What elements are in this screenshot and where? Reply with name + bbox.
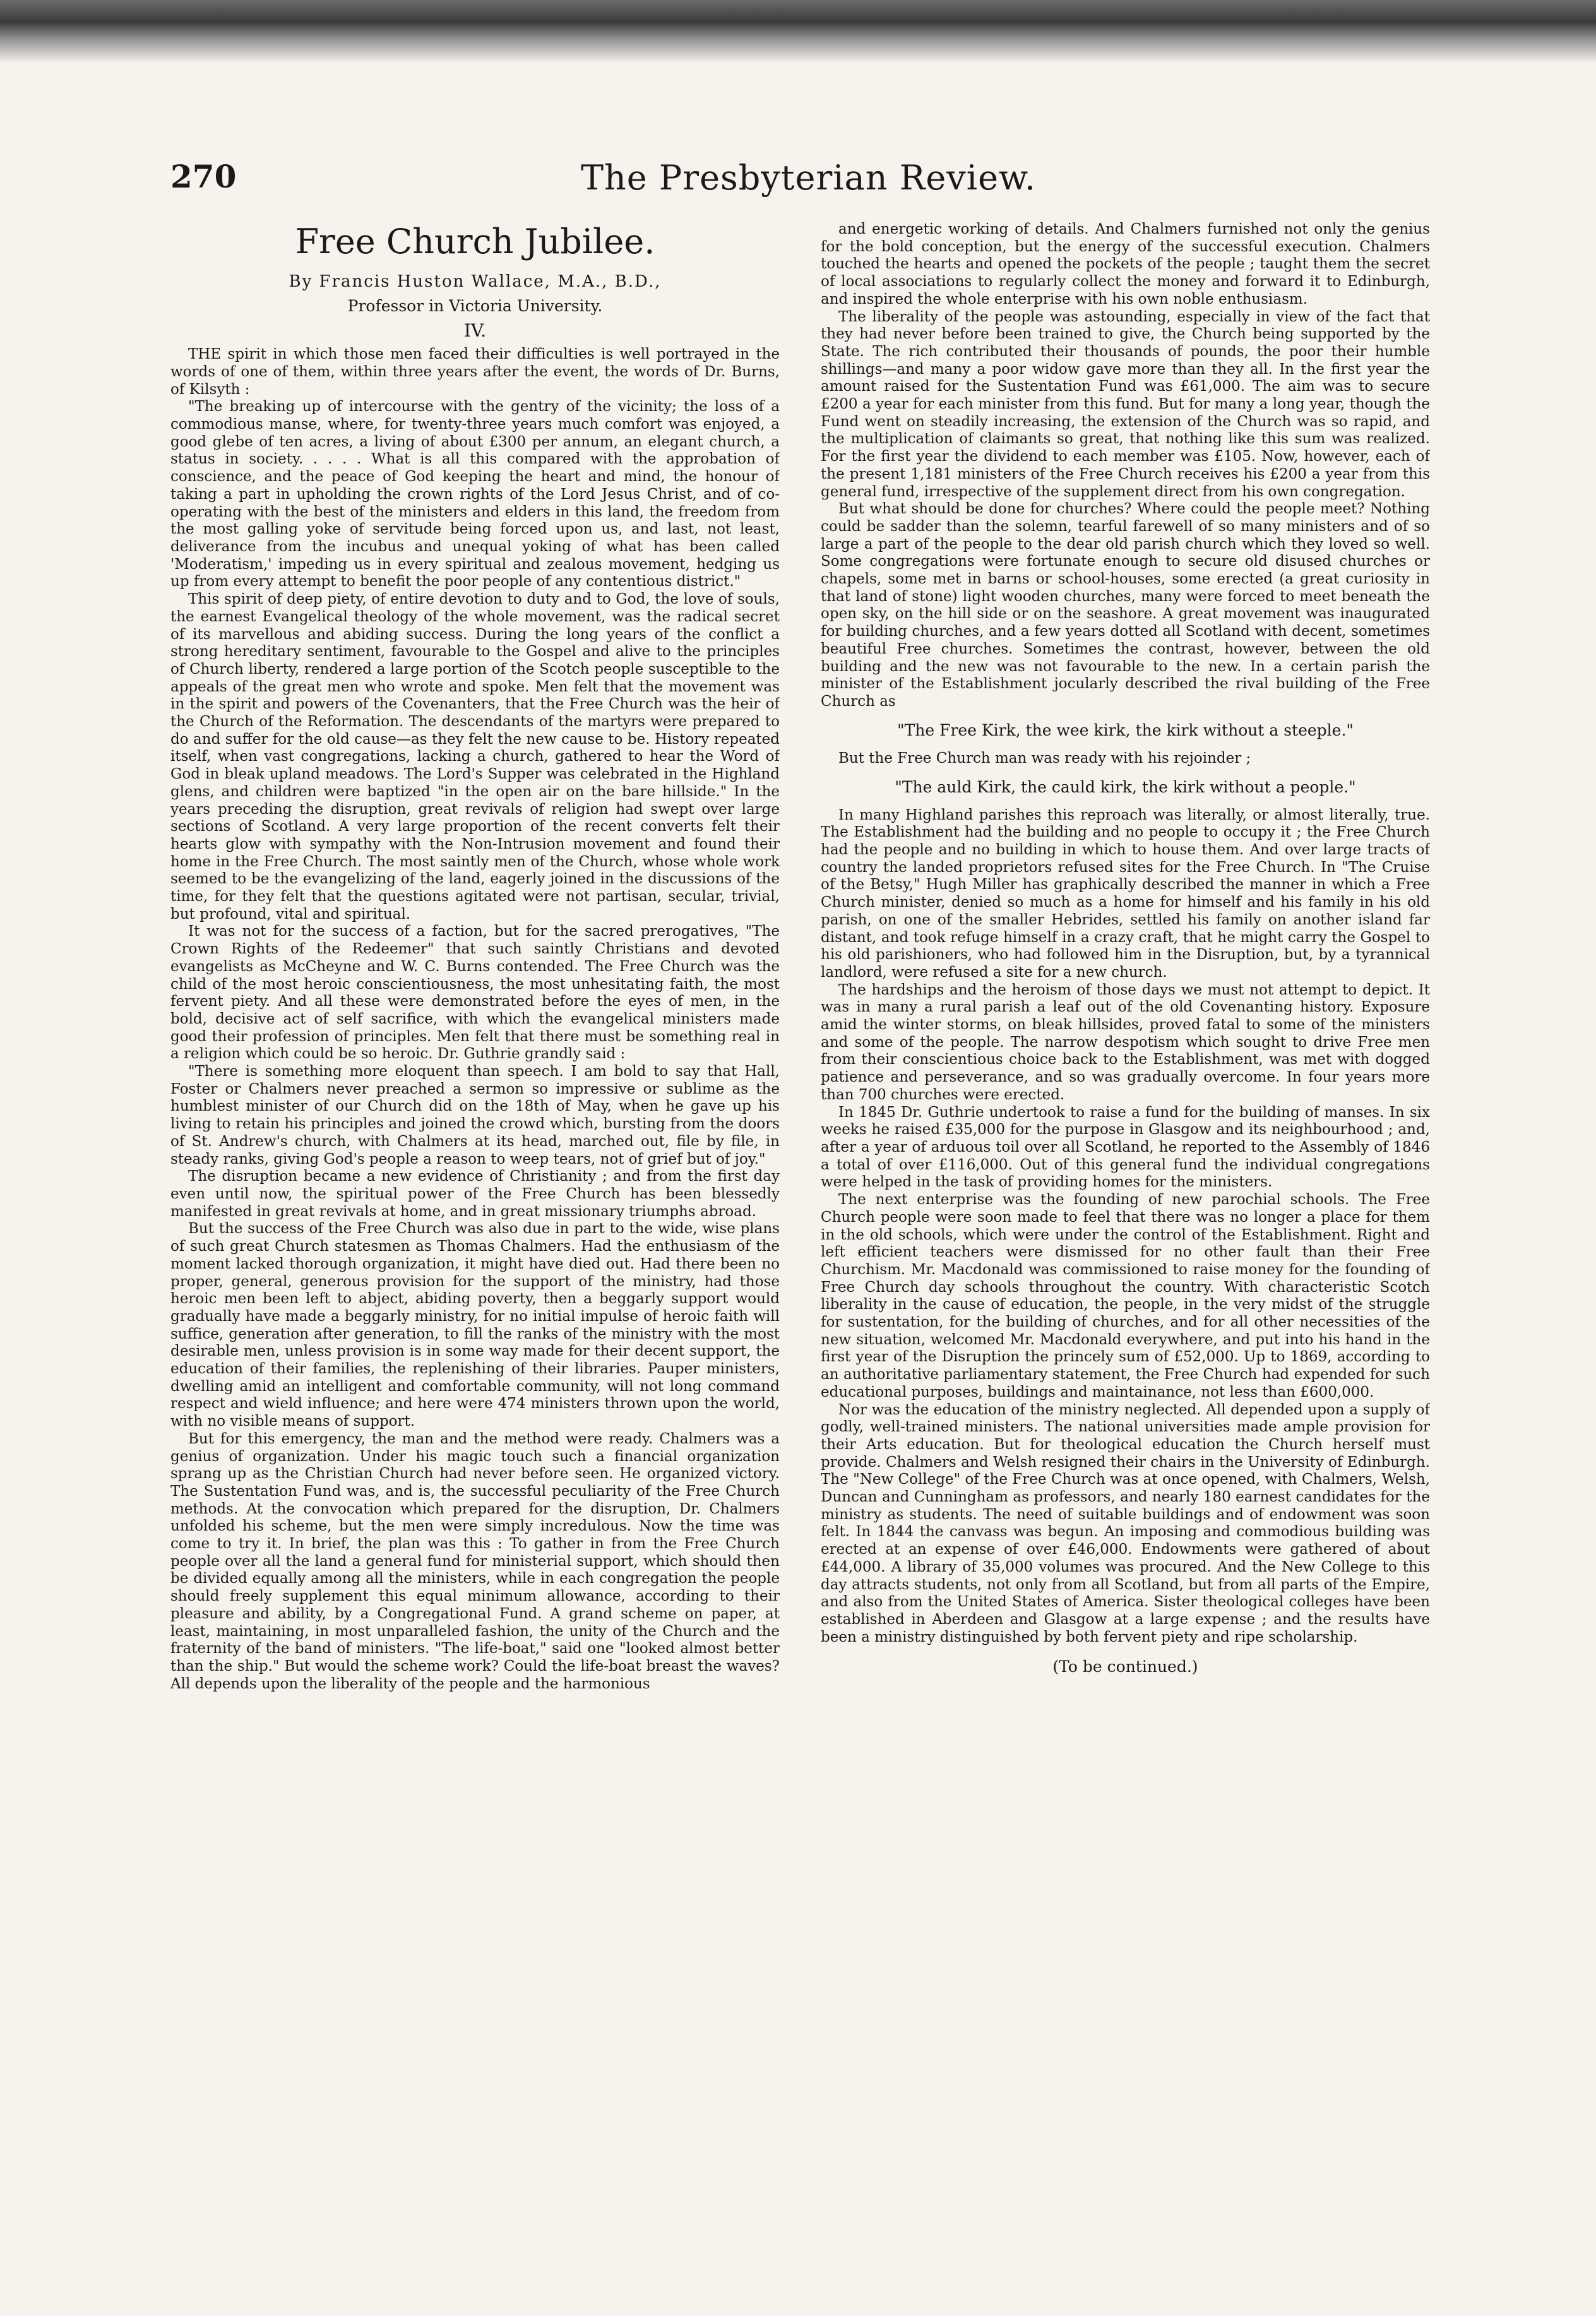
paragraph: The disruption became a new evidence of Christianity ; and from the first day even until now, the spiritual power of the Free Church has been blessedly manifested in great revivals at home, and in great missionary triumphs abroad.: [170, 1168, 780, 1220]
verse-line: "The auld Kirk, the cauld kirk, the kirk without a people.": [895, 777, 1356, 796]
paragraph: "There is something more eloquent than speech. I am bold to say that Hall, Foster or Chalmers never preached a sermon so impressive or sublime as the humblest minister of our Church did on the 18th of May, when he gave up his living to retain his principles and joined the crowd which, bursting from the doors of St. Andrew's church, with Chalmers at its head, marched out, file by file, in steady ranks, giving God's people a reason to weep tears, not of grief but of joy.": [170, 1063, 780, 1167]
paragraph: The hardships and the heroism of those days we must not attempt to depict. It was in many a rural parish a leaf out of the old Covenanting history. Exposure amid the winter storms, on bleak hillsides, proved fatal to some of the ministers and some of the people. The narrow despotism which sought to drive Free men from their conscientious choice back to the Establishment, was met with dogged patience and perseverance, and so was gradually overcome. In four years more than 700 churches were erected.: [821, 981, 1430, 1103]
right-column: [821, 221, 1430, 2279]
paragraph: The liberality of the people was astounding, especially in view of the fact that they had never before been trained to give, the Church being supported by the State. The rich contributed their thousands of pounds, the poor their humble shillings—and many a poor widow gave more than they all. In the first year the amount raised for the Sustentation Fund was £61,000. The aim was to secure £200 a year for each minister from this fund. But for many a long year, though the Fund went on steadily increasing, the extension of the Church was so rapid, and the multiplication of claimants so great, that nothing like this sum was realized. For the first year the dividend to each member was £105. Now, however, each of the present 1,181 ministers of the Free Church receives his £200 a year from this general fund, irrespective of the supplement direct from his own congregation.: [821, 308, 1430, 500]
article-byline: By Francis Huston Wallace, M.A., B.D.,: [289, 272, 662, 292]
paragraph: It was not for the success of a faction, but for the sacred prerogatives, "The Crown Rights of the Redeemer" that such saintly Christians and devoted evangelists as McCheyne and W. C. Burns contended. The Free Church was the child of the most heroic conscientiousness, the most unhesitating faith, the most fervent piety. And all these were demonstrated before the eyes of men, in the bold, decisive act of self sacrifice, with which the evangelical ministers made good their profession of principles. Men felt that there must be something real in a religion which could be so heroic. Dr. Guthrie grandly said :: [170, 923, 780, 1063]
verse-line: "The Free Kirk, the wee kirk, the kirk without a steeple.": [897, 720, 1354, 739]
left-column: [170, 221, 780, 2279]
paragraph: But for this emergency, the man and the method were ready. Chalmers was a genius of organization. Under his magic touch such a financial organization sprang up as the Christian Church had never before seen. He organized victory. The Sustentation Fund was, and is, the successful peculiarity of the Free Church methods. At the convocation which prepared for the disruption, Dr. Chalmers unfolded his scheme, but the men were simply incredulous. Now the time was come to try it. In brief, the plan was this : To gather in from the Free Church people over all the land a general fund for ministerial support, which should then be divided equally among all the ministers, while in each congregation the people should freely supplement this equal minimum allowance, according to their pleasure and ability, by a Congregational Fund. A grand scheme on paper, at least, maintaining, in most unparalleled fashion, the unity of the Church and the fraternity of the band of ministers. "The life-boat," said one "looked almost better than the ship." But would the scheme work? Could the life-boat breast the waves? All depends upon the liberality of the people and the harmonious: [170, 1430, 780, 1692]
paragraph: But what should be done for churches? Where could the people meet? Nothing could be sadder than the solemn, tearful farewell of so many ministers and of so large a part of the people to the dear old parish church which they loved so well. Some congregations were fortunate enough to secure old disused churches or chapels, some met in barns or school-houses, some erected (a great curiosity in that land of stone) light wooden churches, many were forced to meet beneath the open sky, on the hill side or on the seashore. A great movement was inaugurated for building churches, and a few years dotted all Scotland with decent, sometimes beautiful Free churches. Sometimes the contrast, however, between the old building and the new was not favourable to the new. In a certain parish the minister of the Establishment jocularly described the rival building of the Free Church as: [821, 501, 1430, 710]
paragraph: But the success of the Free Church was also due in part to the wide, wise plans of such great Church statesmen as Thomas Chalmers. Had the enthusiasm of the moment lacked thorough organization, it might have died out. Had there been no proper, general, generous provision for the support of the ministry, had those heroic men been left to abject, abiding poverty, then a beggarly support would gradually have made a beggarly ministry, for no initial impulse of heroic faith will suffice, generation after generation, to fill the ranks of the ministry with the most desirable men, unless provision is in some way made for their decent support, the education of their families, the replenishing of their libraries. Pauper ministers, dwelling amid an intelligent and comfortable community, will not long command respect and wield influence; and here were 474 ministers thrown upon the world, with no visible means of support.: [170, 1221, 780, 1430]
paragraph: "The breaking up of intercourse with the gentry of the vicinity; the loss of a commodious manse, where, for twenty-three years much comfort was enjoyed, a good glebe of ten acres, a living of about £300 per annum, an elegant church, a status in society. . . . . What is all this compared with the approbation of conscience, and the peace of God keeping the heart and mind, the honour of taking a part in upholding the crown rights of the Lord Jesus Christ, and of co-operating with the best of the ministers and elders in this land, the freedom from the most galling yoke of servitude being forced upon us, and last, not least, deliverance from the incubus and unequal yoking of what has been called 'Moderatism,' impeding us in every spiritual and zealous movement, hedging us up from every attempt to benefit the poor people of any contentious district.": [170, 398, 780, 590]
paragraph: and energetic working of details. And Chalmers furnished not only the genius for the bold conception, but the energy of the successful execution. Chalmers touched the hearts and opened the pockets of the people ; taught them the secret of local associations to regularly collect the money and forward it to Edinburgh, and inspired the whole enterprise with his own noble enthusiasm.: [821, 221, 1430, 307]
author-affiliation: Professor in Victoria University.: [347, 297, 603, 316]
paragraph: The next enterprise was the founding of new parochial schools. The Free Church people were soon made to feel that there was no longer a place for them in the old schools, which were under the control of the Establishment. Right and left efficient teachers were dismissed for no other fault than their Free Churchism. Mr. Macdonald was commissioned to raise money for the founding of Free Church day schools throughout the country. With characteristic Scotch liberality in the cause of education, the people, in the very midst of the struggle for sustentation, for the building of churches, and for all other necessities of the new situation, welcomed Mr. Macdonald everywhere, and put into his hand in the first year of the Disruption the princely sum of £52,000. Up to 1869, according to an authoritative parliamentary statement, the Free Church had expended for such educational purposes, buildings and maintainance, not less than £600,000.: [821, 1191, 1430, 1400]
page-header: [170, 158, 1067, 208]
paragraph: Nor was the education of the ministry neglected. All depended upon a supply of godly, well-trained ministers. The national universities made ample provision for their Arts education. But for theological education the Church herself must provide. Chalmers and Welsh resigned their chairs in the University of Edinburgh. The "New College" of the Free Church was at once opened, with Chalmers, Welsh, Duncan and Cunningham as professors, and nearly 180 earnest candidates for the ministry as students. The need of suitable buildings and of endowment was soon felt. In 1844 the canvass was begun. An imposing and commodious building was erected at an expense of over £46,000. Endowments were gathered of about £44,000. A library of 35,000 volumes was procured. And the New College to this day attracts students, not only from all Scotland, but from all parts of the Empire, and also from the United States of America. Sister theological colleges have been established in Aberdeen and Glasgow at a large expense ; and the results have been a ministry distinguished by both fervent piety and ripe scholarship.: [821, 1401, 1430, 1645]
paragraph: In many Highland parishes this reproach was literally, or almost literally, true. The Establishment had the building and no people to occupy it ; the Free Church had the people and no building in which to house them. And over large tracts of country the landed proprietors refused sites for the Free Church. In "The Cruise of the Betsy," Hugh Miller has graphically described the manner in which a Free Church minister, denied so much as a home for himself and his family in his old parish, on one of the smaller Hebrides, settled his family on another island far distant, and took refuge himself in a crazy craft, that he might carry the Gospel to his old parishioners, who had followed him in the Disruption, but, by a tyrannical landlord, were refused a site for a new church.: [821, 806, 1430, 981]
paragraph: In 1845 Dr. Guthrie undertook to raise a fund for the building of manses. In six weeks he raised £35,000 for the purpose in Glasgow and its neighbourhood ; and, after a year of arduous toil over all Scotland, he reported to the Assembly of 1846 a total of over £116,000. Out of this general fund the individual congregations were helped in the task of providing homes for the ministers.: [821, 1104, 1430, 1191]
verse-bridge: But the Free Church man was ready with his rejoinder ;: [838, 749, 1251, 767]
scanned-top-edge: [0, 0, 1596, 63]
section-number: IV.: [463, 319, 487, 341]
continued-note: (To be continued.): [1052, 1657, 1198, 1676]
article-title: Free Church Jubilee.: [295, 222, 655, 261]
running-head: The Presbyterian Review.: [581, 158, 1037, 198]
page-number: 270: [170, 158, 237, 195]
paragraph: This spirit of deep piety, of entire devotion to duty and to God, the love of souls, the earnest Evangelical theology of the whole movement, was the radical secret of its marvellous and abiding success. During the long years of the conflict a strong hereditary sentiment, favourable to the Gospel and alive to the principles of Church liberty, rendered a large portion of the Scotch people susceptible to the appeals of the great men who wrote and spoke. Men felt that the movement was in the spirit and powers of the Covenanters, that the Free Church was the heir of the Church of the Reformation. The descendants of the martyrs were prepared to do and suffer for the old cause—as they felt the new cause to be. History repeated itself, when vast congregations, lacking a church, gathered to hear the Word of God in bleak upland meadows. The Lord's Supper was celebrated in the Highland glens, and children were baptized "in the open air on the bare hillside." In the years preceding the disruption, great revivals of religion had swept over large sections of Scotland. A very large proportion of the recent converts felt their hearts glow with sympathy with the Non-Intrusion movement and found their home in the Free Church. The most saintly men of the Church, whose whole work seemed to be the evangelizing of the land, eagerly joined in the discussions of the time, for they felt that the questions agitated were not partisan, secular, trivial, but profound, vital and spiritual.: [170, 591, 780, 922]
paragraph: THE spirit in which those men faced their difficulties is well portrayed in the words of one of them, within three years after the event, the words of Dr. Burns, of Kilsyth :: [170, 346, 780, 398]
